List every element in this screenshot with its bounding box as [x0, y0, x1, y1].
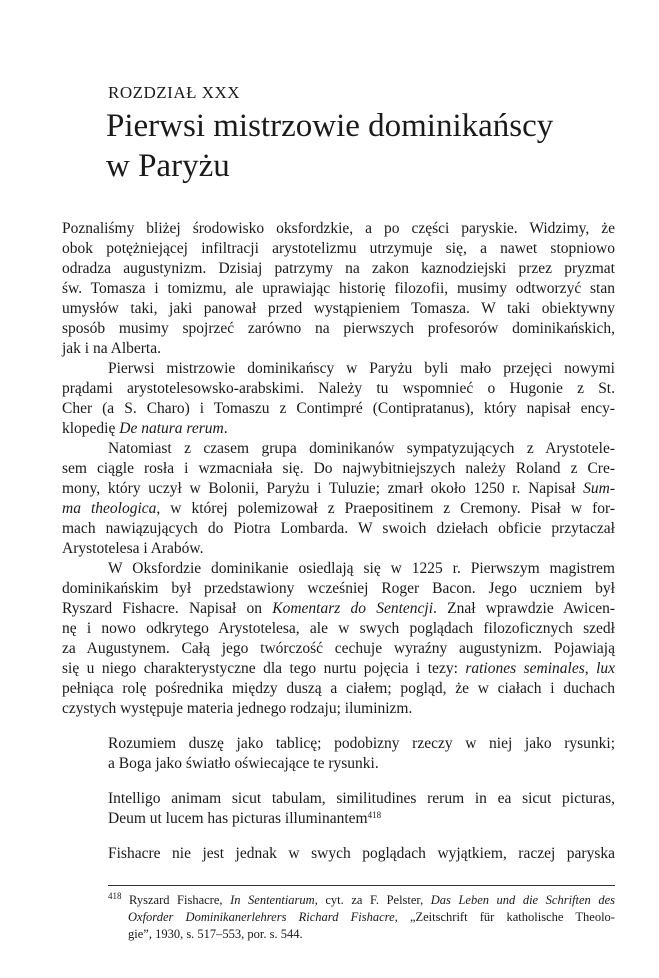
text-line: Rozumiem duszę jako tablicę; podobizny rzeczy w niej jako rysunki;: [108, 735, 615, 752]
footnote-number: 418: [108, 891, 122, 901]
text-line: mach nawiązujących do Piotra Lombarda. W swoich dziełach obficie przytaczał: [62, 520, 615, 537]
quote-polish: [108, 734, 615, 774]
text-line: Ryszard Fishacre. Napisał on Komentarz do Sentencji. Znał wprawdzie Awicen-: [62, 600, 616, 617]
footnote: [108, 892, 615, 943]
text-line: obok potężniejącej infiltracji arystotelizmu utrzymuje się, a nawet stopniowo: [62, 240, 615, 257]
text-line: Pierwsi mistrzowie dominikańscy w Paryżu byli mało przejęci nowymi: [108, 360, 615, 377]
chapter-title-line-2: w Paryżu: [106, 148, 230, 184]
text-line: W Oksfordzie dominikanie osiedlają się w 1225 r. Pierwszym magistrem: [108, 560, 615, 577]
chapter-title-line-1: Pierwsi mistrzowie dominikańscy: [106, 108, 554, 144]
text-line: Intelligo animam sicut tabulam, similitudines rerum in ea sicut picturas,: [108, 790, 615, 807]
text-line: umysłów taki, jaki panował przed wystąpieniem Tomasza. W taki obiektywny: [62, 300, 615, 317]
paragraph-first-masters: [62, 359, 615, 439]
text-line: Cher (a S. Charo) i Tomaszu z Contimpré (Contipratanus), który napisał ency-: [62, 400, 615, 417]
text-line: nę i nowo odkrytego Arystotelesa, ale w swych poglądach filozoficznych szedł: [62, 620, 615, 637]
text-line: sem ciągle rosła i wzmacniała się. Do najwybitniejszych należy Roland z Cre-: [62, 460, 615, 477]
text-line: Natomiast z czasem grupa dominikanów sympatyzujących z Arystotele-: [108, 440, 615, 457]
chapter-title: [106, 106, 626, 186]
latin-term: lux: [596, 660, 615, 677]
paragraph-oxford: [62, 559, 615, 719]
book-title: Komentarz do Sentencji: [272, 600, 434, 617]
text-line: ma theologica, w której polemizował z Praepositinem z Cremony. Pisał w for-: [62, 500, 615, 517]
text-line: pełniąca rolę pośrednika między duszą a ciałem; pogląd, że w ciałach i duchach: [62, 680, 615, 697]
text-line: Fishacre nie jest jednak w swych poglądach wyjątkiem, raczej paryska: [108, 845, 615, 862]
quote-latin: [108, 789, 615, 829]
book-title: ma theologica: [62, 500, 157, 517]
text-line: klopedię De natura rerum.: [62, 420, 228, 437]
text-line: a Boga jako światło oświecające te rysunki.: [108, 755, 379, 772]
text-line: mony, który uczył w Bolonii, Paryżu i Tuluzie; zmarł około 1250 r. Napisał Sum-: [62, 480, 615, 497]
text-line: czystych występuje materia jednego rodzaju; iluminizm.: [62, 700, 413, 717]
text-line: jak i na Alberta.: [62, 340, 161, 357]
text-line: dominikańskim był przedstawiony wcześniej Roger Bacon. Jego uczniem był: [62, 580, 615, 597]
text-line: gie”, 1930, s. 517–553, por. s. 544.: [128, 927, 303, 941]
text-line: Arystotelesa i Arabów.: [62, 540, 204, 557]
text-line: się u niego charakterystyczne dla tego nurtu pojęcia i tezy: rationes seminales, lux: [62, 660, 615, 677]
footnote-reference[interactable]: 418: [367, 810, 382, 820]
paragraph-intro: [62, 219, 615, 359]
text-line: $^{418}$ Ryszard Fishacre, In Sententiarum, cyt. za F. Pelster, Das Leben und die Schriften des: [108, 891, 615, 907]
paragraph-roland: [62, 439, 615, 559]
footnote-divider: [108, 885, 615, 886]
text-line: Oxforder Dominikanerlehrers Richard Fishacre, „Zeitschrift für katholische Theolo-: [128, 910, 615, 924]
text-line: Deum ut lucem has picturas illuminantem$^{418}$: [108, 810, 382, 827]
paragraph-closing: [108, 844, 615, 864]
chapter-label: ROZDZIAŁ XXX: [108, 83, 241, 102]
text-line: prądami arystotelesowsko-arabskimi. Należy tu wspomnieć o Hugonie z St.: [62, 380, 615, 397]
text-line: za Augustynem. Całą jego twórczość cechuje wyraźny augustynizm. Pojawiają: [62, 640, 615, 657]
book-title: De natura rerum: [119, 420, 224, 437]
text-line: Poznaliśmy bliżej środowisko oksfordzkie, a po części paryskie. Widzimy, że: [62, 220, 615, 237]
book-title: Sum-: [583, 480, 615, 497]
body-text: [62, 219, 615, 864]
text-line: odradza augustynizm. Dzisiaj patrzymy na zakon kaznodziejski przez pryzmat: [62, 260, 615, 277]
text-line: św. Tomasza i tomizmu, ale uprawiając historię filozofii, musimy odtworzyć stan: [62, 280, 615, 297]
latin-term: rationes seminales: [465, 660, 585, 677]
text-line: sposób musimy spojrzeć zarówno na pierwszych profesorów dominikańskich,: [62, 320, 615, 337]
